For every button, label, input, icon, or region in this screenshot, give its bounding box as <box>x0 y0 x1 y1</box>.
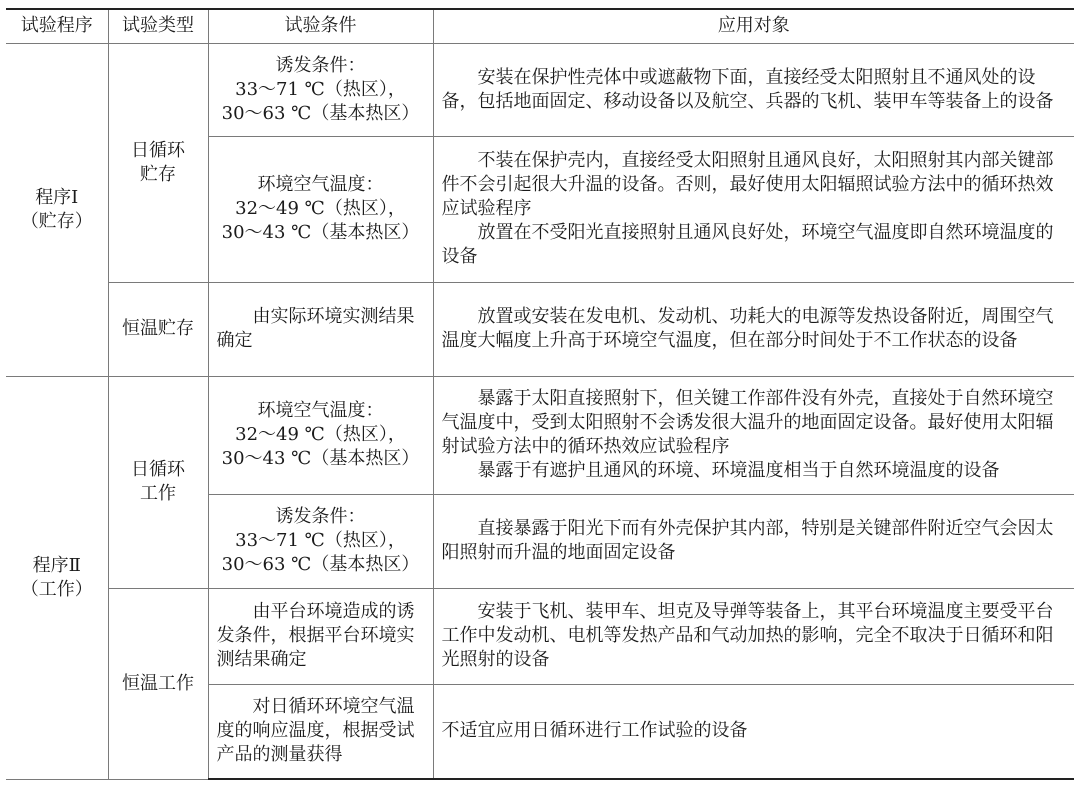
test-program-table <box>6 8 1074 780</box>
condition-cell <box>208 588 433 684</box>
condition-line: 30～63 ℃（基本热区） <box>221 554 420 575</box>
object-cell <box>433 43 1074 136</box>
condition-line: 诱发条件： <box>275 506 366 527</box>
procedure-cell-1 <box>6 43 108 376</box>
type-line: 日循环 <box>131 459 185 480</box>
condition-cell <box>208 282 433 376</box>
type-cell-constant-work <box>108 588 208 779</box>
object-paragraph: 暴露于太阳直接照射下，但关键工作部件没有外壳，直接处于自然环境空气温度中，受到太阳照射不会诱发很大温升的地面固定设备。最好使用太阳辐射试验方法中的循环热效应试验程序 <box>441 388 1054 457</box>
object-paragraph: 放置或安装在发电机、发动机、功耗大的电源等发热设备附近，周围空气温度大幅度上升高于环境空气温度，但在部分时间处于不工作状态的设备 <box>441 306 1054 351</box>
condition-line: 30～43 ℃（基本热区） <box>221 222 420 243</box>
condition-cell <box>208 136 433 282</box>
procedure-name: 程序Ⅱ <box>32 554 81 576</box>
table-row <box>6 588 1074 684</box>
object-cell <box>433 376 1074 494</box>
condition-line: 32～49 ℃（热区）， <box>235 424 406 445</box>
procedure-subname: （工作） <box>20 578 93 600</box>
type-line: 恒温贮存 <box>122 318 194 339</box>
table-row <box>6 282 1074 376</box>
type-line: 贮存 <box>140 163 176 185</box>
type-line: 恒温工作 <box>122 672 194 694</box>
procedure-cell-2 <box>6 376 108 779</box>
type-cell-constant-storage <box>108 282 208 376</box>
object-paragraph: 暴露于有遮护且通风的环境、环境温度相当于自然环境温度的设备 <box>477 460 1000 481</box>
condition-text: 对日循环环境空气温度的响应温度，根据受试产品的测量获得 <box>216 696 415 766</box>
condition-text: 由平台环境造成的诱发条件，根据平台环境实测结果确定 <box>216 601 415 670</box>
condition-line: 33～71 ℃（热区）， <box>235 530 406 551</box>
object-cell <box>433 494 1074 588</box>
type-line: 日循环 <box>131 139 185 161</box>
object-paragraph: 不装在保护壳内，直接经受太阳照射且通风良好，太阳照射其内部关键部件不会引起很大升温的设备。否则，最好使用太阳辐照试验方法中的循环热效应试验程序 <box>441 150 1054 219</box>
condition-line: 30～43 ℃（基本热区） <box>221 448 420 469</box>
condition-line: 环境空气温度： <box>257 174 384 195</box>
header-row <box>6 9 1074 43</box>
type-cell-daily-work <box>108 376 208 588</box>
object-cell <box>433 684 1074 779</box>
condition-line: 诱发条件： <box>275 54 366 76</box>
object-paragraph: 安装在保护性壳体中或遮蔽物下面，直接经受太阳照射且不通风处的设备，包括地面固定、移动设备以及航空、兵器的飞机、装甲车等装备上的设备 <box>441 66 1054 112</box>
object-cell <box>433 136 1074 282</box>
procedure-subname: （贮存） <box>20 210 93 232</box>
procedure-name: 程序Ⅰ <box>35 186 79 208</box>
object-paragraph: 安装于飞机、装甲车、坦克及导弹等装备上，其平台环境温度主要受平台工作中发动机、电机等发热产品和气动加热的影响，完全不取决于日循环和阳光照射的设备 <box>441 601 1054 670</box>
condition-line: 30～63 ℃（基本热区） <box>221 102 420 124</box>
header-condition: 试验条件 <box>208 9 433 43</box>
object-text: 不适宜应用日循环进行工作试验的设备 <box>441 720 748 742</box>
condition-cell <box>208 494 433 588</box>
type-line: 工作 <box>140 483 176 504</box>
condition-line: 环境空气温度： <box>257 400 384 421</box>
type-cell-daily-storage <box>108 43 208 282</box>
object-paragraph: 直接暴露于阳光下而有外壳保护其内部，特别是关键部件附近空气会因太阳照射而升温的地面固定设备 <box>441 518 1054 563</box>
object-cell <box>433 588 1074 684</box>
header-object: 应用对象 <box>433 9 1074 43</box>
table-row <box>6 43 1074 136</box>
condition-text: 由实际环境实测结果确定 <box>216 306 415 351</box>
condition-cell <box>208 684 433 779</box>
condition-cell <box>208 376 433 494</box>
condition-line: 32～49 ℃（热区）， <box>235 198 406 219</box>
table-row <box>6 376 1074 494</box>
header-type: 试验类型 <box>108 9 208 43</box>
condition-cell <box>208 43 433 136</box>
condition-line: 33～71 ℃（热区）， <box>235 78 406 100</box>
header-procedure: 试验程序 <box>6 9 108 43</box>
object-cell <box>433 282 1074 376</box>
object-paragraph: 放置在不受阳光直接照射且通风良好处，环境空气温度即自然环境温度的设备 <box>441 222 1054 267</box>
